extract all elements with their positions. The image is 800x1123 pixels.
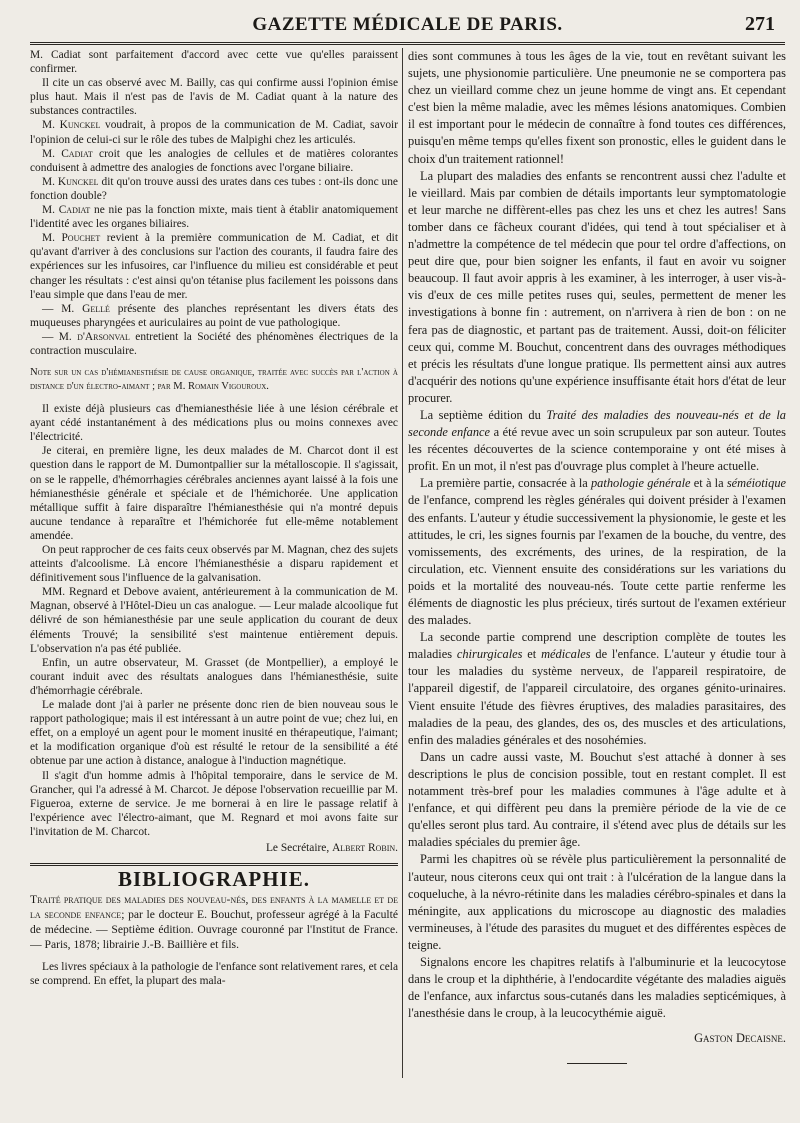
paragraph: Il existe déjà plusieurs cas d'hemianesthésie liée à une lésion cérébrale et ayant cédé instantanément à des médications plus ou moins connexes avec l'électricité. xyxy=(30,403,398,444)
paragraph xyxy=(30,231,398,301)
paragraph: Je citerai, en première ligne, les deux malades de M. Charcot dont il est question dans le rapport de M. Dumontpallier sur la métalloscopie. Il s'agissait, on se le rappelle, d'hémorrhagies cérébrales anciennes ayant laissé à la fois une hémianesthésie générale et spéciale et de l'hémichorée. Une application métallique suffit à faire disparaître l'hémianesthésie qui n'a montré depuis aucune tendance à reparaître et l'hémichorée fut elle-même notablement amendée. xyxy=(30,445,398,542)
paragraph-text: croit que les analogies de cellules et de matières colorantes conduisent à admettre des analogies de fonctions avec l'organe biliaire. xyxy=(30,147,398,174)
left-column xyxy=(30,48,398,1103)
dash-prefix: — M. xyxy=(42,330,78,343)
paragraph-text: La seconde partie comprend une description complète de toutes les maladies xyxy=(408,630,786,662)
paragraph-text: La septième édition du xyxy=(420,407,547,422)
note-title-text: Note sur un cas d'hémianesthésie de cause organique, traitée avec succès par l'action à distance d'un électro-aimant ; par M. Romain Vigouroux. xyxy=(30,367,398,393)
italic-term: pathologie générale xyxy=(590,476,691,491)
paragraph-text: voudrait, à propos de la communication de M. Cadiat, savoir l'opinion de celui-ci sur le rôle des tubes de Malpighi chez les articulés. xyxy=(30,119,398,146)
paragraph: Il s'agit d'un homme admis à l'hôpital temporaire, dans le service de M. Grancher, qui l'a adressé à M. Charcot. Je dépose l'observation recueillie par M. Figueroa, externe de service. Je me bornerai à en lire le passage relatif à l'expérience avec l'électro-aimant, que M. Regnard et moi avons faite sur l'invitation de M. Charcot. xyxy=(30,769,398,838)
reference-details: ; par le docteur E. Bouchut, professeur agrégé à la Faculté de médecine. — Septième édition. Ouvrage couronné par l'Institut de France. — Paris, 1878; librairie J.-B. Baillière et fils. xyxy=(30,908,398,952)
paragraph-text: dit qu'on trouve aussi des urates dans ces tubes : ont-ils donc une fonction double? xyxy=(30,175,398,202)
review-author: Gaston Decaisne. xyxy=(694,1031,786,1046)
bibliography-heading: BIBLIOGRAPHIE. xyxy=(118,867,310,892)
speaker-name: M. Pouchet xyxy=(42,232,101,245)
paragraph-text: de l'enfance, comprend les règles générales qui doivent présider à l'examen des enfants. L'auteur y étudie successivement la physionomie, le geste et les attitudes, le cri, les signes fournis par l'examen de la bouche, du ventre, des vomissements, des excréments, des urines, de la respiration, de la circulation, etc. Viennent ensuite des considérations sur les variations du poids et la mortalité des nouveau-nés. Toute cette partie renferme les éléments de diagnostic les plus précieux, tirés surtout de l'examen extérieur des malades. xyxy=(408,493,786,628)
paragraph: Enfin, un autre observateur, M. Grasset (de Montpellier), a employé le courant induit avec des résultats analogues dans l'hémianesthésie, suite d'hémorrhagie cérébrale. xyxy=(30,656,398,697)
paragraph: Dans un cadre aussi vaste, M. Bouchut s'est attaché à donner à ses descriptions le plus de concision possible, tout en restant complet. Il est notamment très-bref pour les maladies communes à l'âge adulte et à l'enfance, et qui diffèrent peu dans la première période de la vie de ce qu'elles seront plus tard. Au contraire, il s'étend avec plus de détails sur les maladies spéciales du premier âge. xyxy=(408,749,786,850)
paragraph-text: a été revue avec un soin scrupuleux par son auteur. Toutes les récentes découvertes de la science contemporaine y ont été mises à profit. En un mot, il n'est pas d'ouvrage plus complet à l'heure actuelle. xyxy=(408,425,786,474)
paragraph xyxy=(408,407,786,475)
book-title-italic: Traité des maladies des nouveau-nés et de la seconde enfance xyxy=(408,407,786,440)
paragraph-text: ne nie pas la fonction mixte, mais tient à établir anatomiquement l'identité avec les organes biliaires. xyxy=(30,204,398,231)
section-separator xyxy=(30,863,398,866)
paragraph: dies sont communes à tous les âges de la vie, tout en revêtant suivant les sujets, une physionomie particulière. Une pneumonie ne se comportera pas chez un vieillard comme chez un jeune homme de vingt ans. Et cependant c'est bien la même maladie, avec les mêmes lésions anatomiques. Combien il est important pour le médecin de connaître à fond toutes ces différences, puisqu'en même temps qu'elles fixent son pronostic, elles le guident dans le choix d'un traitement rationnel! xyxy=(408,49,786,166)
italic-term: chirurgicales xyxy=(456,647,523,662)
page-header xyxy=(30,12,785,45)
paragraph xyxy=(408,629,786,749)
paragraph-text: de l'enfance. L'auteur y étudie tour à tour les maladies du système nerveux, de l'appareil respiratoire, de l'appareil digestif, de l'appareil circulatoire, des organes génito-urinaires. Vient ensuite l'étude des fièvres éruptives, des maladies parasitaires, des maladies de la peau, des glandes, des os, des muscles et des articulations, enfin des maladies générales et des nosohémies. xyxy=(408,647,786,747)
spacer xyxy=(30,394,398,402)
paragraph: Parmi les chapitres où se révèle plus particulièrement la personnalité de l'auteur, nous citerons ceux qui ont trait : à l'ulcération de la langue dans la coqueluche, à la névro-rétinite dans les maladies cérébro-spinales et dans la méningite, aux applications du microscope au diagnostic des maladies vermineuses, à l'étude des parasites du muguet et des différentes espèces de teigne. xyxy=(408,852,786,952)
dash-prefix: — M. xyxy=(42,302,83,315)
paragraph-text: La première partie, consacrée à la xyxy=(420,476,591,491)
signature-name: Albert Robin. xyxy=(332,841,398,854)
paragraph xyxy=(408,475,786,629)
italic-term: séméiotique xyxy=(726,476,786,491)
paragraph: Signalons encore les chapitres relatifs à l'albuminurie et la leucocytose dans le croup et la diphthérie, à l'endocardite végétante des maladies aiguës de l'enfance, aux infarctus sous-cutanés dans les maladies septicémiques, à l'anesthésie dans le croup, à la leucocythémie aiguë. xyxy=(408,954,786,1021)
paragraph xyxy=(30,175,398,203)
paragraph xyxy=(30,330,398,358)
column-divider xyxy=(402,48,403,1078)
secretary-signature xyxy=(30,841,398,855)
paragraph: M. Cadiat sont parfaitement d'accord avec cette vue qu'elles paraissent confirmer. xyxy=(30,49,398,76)
book-title: Traité pratique des maladies des nouveau-nés, des enfants à la mamelle et de la seconde enfance xyxy=(30,893,398,922)
speaker-name: M. Kunckel xyxy=(42,175,99,188)
paragraph xyxy=(30,118,398,146)
paragraph: La plupart des maladies des enfants se rencontrent aussi chez l'adulte et le vieillard. Mais par combien de détails importants leur symptomatologie et leur marche ne diffèrent-elles pas chez les uns et chez les autres! Sans tomber dans ce fâcheux courant d'idées, qui tend à tout spécialiser et à n'admettre la compétence de tel médecin que pour tel ordre d'affections, on peut dire que, pour bien soigner les enfants, il faut en avoir vu soigner beaucoup. Il faut avoir appris à les examiner, à les interroger, à user vis-à-vis d'eux de ces mille petites ruses qui, seules, permettent de mener les investigations à bonne fin : autrement, on n'arrivera à rien de bon : on ne fera pas de diagnostic, et partant pas de traitement. Aussi, doit-on féliciter ceux qui, comme M. Bouchut, concentrent dans des ouvrages méthodiques et précis les résultats d'une longue pratique. Ils permettent ainsi aux autres d'acquérir des notions qu'une expérience insuffisante était hors d'état de leur procurer. xyxy=(408,168,786,405)
speaker-name: M. Cadiat xyxy=(42,147,93,160)
paragraph xyxy=(30,147,398,175)
note-title xyxy=(30,366,398,394)
italic-term: médicales xyxy=(541,647,591,662)
paragraph: MM. Regnard et Debove avaient, antérieurement à la communication de M. Magnan, observé à l'Hôtel-Dieu un cas analogue. — Leur malade alcoolique fut délivré de son hémianesthésie par une seule application du courant de deux éléments Trouvé; la sensibilité s'est maintenue entièrement depuis. L'observation n'a pas été publiée. xyxy=(30,586,398,655)
speaker-name: Gellé xyxy=(82,302,110,315)
paragraph: On peut rapprocher de ces faits ceux observés par M. Magnan, chez des sujets atteints d'alcoolisme. Là encore l'hémianesthésie a disparu rapidement et définitivement sous l'influence de la galvanisation. xyxy=(30,544,398,585)
journal-masthead: GAZETTE MÉDICALE DE PARIS. xyxy=(252,14,563,35)
paragraph: Le malade dont j'ai à parler ne présente donc rien de bien nouveau sous le rapport pathologique; mais il est intéressant à un autre point de vue; chez lui, en effet, on a employé un agent pour le moment inusité en thérapeutique, l'aimant; et la modification organique d'où est résulté le retour de la sensibilité a été obtenue par une action à distance, analogue à l'induction magnétique. xyxy=(30,699,398,768)
paragraph-text: revient à la première communication de M. Cadiat, et dit qu'avant d'arriver à des conclusions sur l'action des courants, il faudra faire des expériences sur les infusoires, car l'influence du milieu est considérable et peut changer les résultats : c'est ainsi qu'on tétanise plus facilement les poissons dans l'eau simple que dans l'eau de mer. xyxy=(30,232,398,301)
speaker-name: M. Kunckel xyxy=(42,119,101,132)
paragraph-text: présente des planches représentant les divers états des muqueuses pharyngées et auriculaires au point de vue pathologique. xyxy=(30,302,398,329)
bibliography-reference xyxy=(30,892,398,952)
paragraph: Il cite un cas observé avec M. Bailly, cas qui confirme aussi l'opinion émise plus haut. Mais il n'est pas de l'avis de M. Cadiat quant à la nature des substances contractiles. xyxy=(30,77,398,118)
paragraph-text: entretient la Société des phénomènes électriques de la contraction musculaire. xyxy=(30,330,398,357)
page-number: 271 xyxy=(745,13,775,35)
speaker-name: M. Cadiat xyxy=(42,204,91,217)
paragraph-text: et xyxy=(522,647,542,662)
paragraph xyxy=(30,203,398,231)
end-rule xyxy=(567,1063,627,1064)
paragraph: Les livres spéciaux à la pathologie de l'enfance sont relativement rares, et cela se comprend. En effet, la plupart des mala- xyxy=(30,961,398,988)
speaker-name: d'Arsonval xyxy=(77,330,130,343)
spacer xyxy=(30,952,398,960)
right-column xyxy=(408,48,786,1103)
paragraph xyxy=(30,302,398,330)
paragraph-text: et à la xyxy=(690,476,727,491)
signature-prefix: Le Secrétaire, xyxy=(265,841,333,854)
